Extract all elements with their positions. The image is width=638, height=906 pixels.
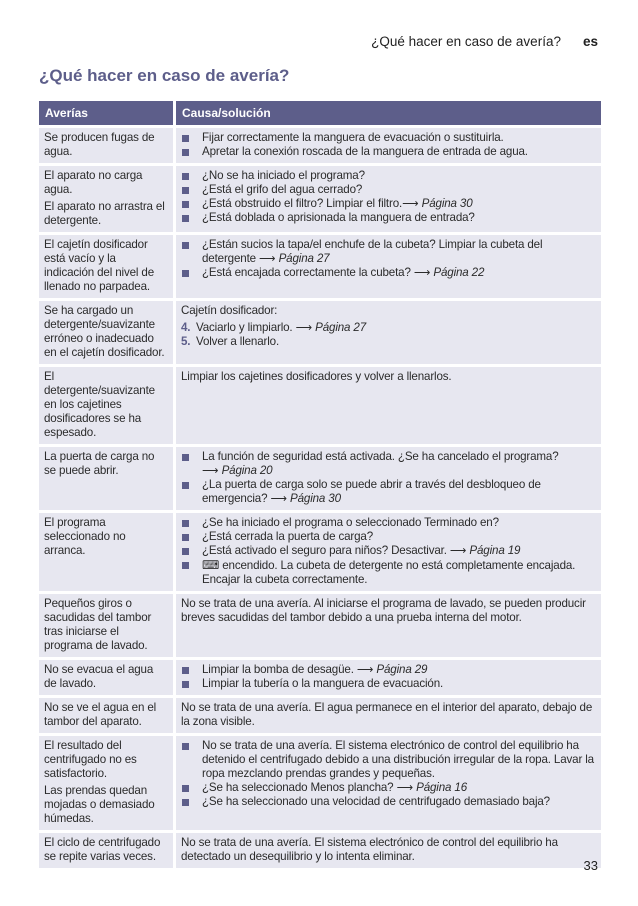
column-header-solution: Causa/solución [173,101,601,125]
page-reference: Página 19 [469,544,521,557]
fault-cell [39,833,173,868]
fault-text: Se ha cargado un detergente/suavizante erróneo o inadecuado en el cajetín dosificador. [44,304,165,359]
table-row [39,301,601,364]
solution-cell [173,594,601,657]
fault-cell [39,660,173,695]
step-item [181,335,596,349]
solution-cell [173,367,601,444]
solution-cell [173,513,601,591]
fault-text: El detergente/suavizante en los cajetines dosificadores se ha espesado. [44,370,155,439]
list-item-text: ¿Está activado el seguro para niños? Desactivar. [202,544,447,557]
arrow-right-icon: ⟶ [402,197,419,210]
fault-cell [39,301,173,364]
list-item-text: ¿Está obstruido el filtro? Limpiar el filtro. [202,197,403,210]
fault-cell [39,128,173,163]
page-number: 33 [583,858,598,873]
step-item [181,321,596,335]
list-item-text: Limpiar la bomba de desagüe. [202,663,354,676]
fault-text: El aparato no arrastra el detergente. [44,200,165,227]
list-item: ¿No se ha iniciado el programa? [181,169,596,183]
arrow-right-icon: ⟶ [295,321,313,334]
list-item [181,663,596,677]
list-item [181,781,596,795]
table-row [39,594,601,657]
solution-cell [173,698,601,733]
list-item-text: ¿Están sucios la tapa/el enchufe de la cubeta? Limpiar la cubeta del detergente [202,238,543,265]
list-item: ¿Está el grifo del agua cerrado? [181,183,596,197]
list-item: ¿Está doblada o aprisionada la manguera de entrada? [181,211,596,225]
list-item: Apretar la conexión roscada de la manguera de entrada de agua. [181,145,596,159]
fault-cell [39,447,173,510]
fault-cell [39,235,173,298]
solution-cell [173,660,601,695]
table-row [39,513,601,591]
list-item-text: La función de seguridad está activada. ¿Se ha cancelado el programa? [202,450,559,463]
page-reference: Página 22 [433,266,485,279]
fault-text: El aparato no carga agua. [44,169,143,196]
solution-text: No se trata de una avería. Al iniciarse el programa de lavado, se pueden producir breves sacudidas del tambor debido a una prueba interna del motor. [181,597,586,624]
arrow-right-icon: ⟶ [356,663,374,676]
solution-text: No se trata de una avería. El sistema electrónico de control del equilibrio ha detectado un desequilibrio y lo intenta eliminar. [181,836,558,863]
running-header [371,34,598,49]
list-item: ¿Se ha iniciado el programa o seleccionado Terminado en? [181,516,596,530]
list-item [181,266,596,280]
table-header-row [39,101,601,125]
fault-text: Pequeños giros o sacudidas del tambor tras iniciarse el programa de lavado. [44,597,152,652]
table-row [39,166,601,232]
solution-intro: Cajetín dosificador: [181,304,278,317]
list-item [181,197,596,211]
fault-text: No se ve el agua en el tambor del aparato. [44,701,157,728]
page-reference: Página 27 [278,252,330,265]
column-header-fault: Averías [39,101,173,125]
page-reference: Página 20 [221,464,273,477]
page-title: ¿Qué hacer en caso de avería? [39,66,290,85]
solution-cell [173,235,601,298]
solution-cell [173,736,601,830]
fault-cell [39,166,173,232]
fault-cell [39,367,173,444]
list-item: No se trata de una avería. El sistema electrónico de control del equilibrio ha detenido el centrifugado debido a una distribución irregular de la ropa. Lavar la ropa mezclando prendas grandes y pequeñas. [181,739,596,781]
running-header-section: ¿Qué hacer en caso de avería? [371,34,561,49]
page-reference: Página 30 [421,197,473,210]
solution-cell [173,447,601,510]
page-reference: Página 27 [315,321,367,334]
table-row [39,833,601,868]
page-reference: Página 30 [290,492,341,505]
troubleshooting-table [39,98,601,871]
arrow-right-icon: ⟶ [202,464,219,477]
arrow-right-icon: ⟶ [259,252,276,265]
arrow-right-icon: ⟶ [270,492,287,505]
fault-text: Las prendas quedan mojadas o demasiado húmedas. [44,784,155,825]
solution-cell [173,128,601,163]
page-reference: Página 16 [416,781,467,794]
list-item: Limpiar la tubería o la manguera de evacuación. [181,677,596,691]
table-row [39,660,601,695]
list-item [181,558,596,587]
fault-text: El ciclo de centrifugado se repite varias veces. [44,836,161,863]
keyboard-symbol-icon: ⌨ [202,558,220,572]
fault-cell [39,594,173,657]
table-row [39,698,601,733]
table-row [39,736,601,830]
list-item: ¿Está cerrada la puerta de carga? [181,530,596,544]
list-item-text: ¿La puerta de carga solo se puede abrir a través del desbloqueo de emergencia? [202,478,541,505]
list-item-text: ¿Se ha seleccionado Menos plancha? [202,781,394,794]
arrow-right-icon: ⟶ [413,266,431,279]
table-row [39,447,601,510]
step-text: Volver a llenarlo. [196,335,280,348]
list-item [181,450,596,478]
list-item [181,544,596,558]
solution-text: No se trata de una avería. El agua permanece en el interior del aparato, debajo de la zona visible. [181,701,593,728]
step-number: 5. [181,335,191,348]
fault-text: No se evacua el agua de lavado. [44,663,154,690]
table-row [39,235,601,298]
fault-text: La puerta de carga no se puede abrir. [44,450,155,477]
language-code: es [582,34,598,49]
page-reference: Página 29 [376,663,428,676]
table-row [39,128,601,163]
solution-cell [173,301,601,364]
solution-text: Limpiar los cajetines dosificadores y volver a llenarlos. [181,370,452,383]
list-item [181,478,596,506]
fault-text: El programa seleccionado no arranca. [44,516,126,557]
fault-cell [39,698,173,733]
list-item-text: ¿Está encajada correctamente la cubeta? [202,266,411,279]
fault-cell [39,513,173,591]
step-number: 4. [181,321,191,334]
solution-cell [173,833,601,868]
list-item-text: encendido. La cubeta de detergente no está completamente encajada. Encajar la cubeta correctamente. [202,559,576,586]
solution-cell [173,166,601,232]
list-item: Fijar correctamente la manguera de evacuación o sustituirla. [181,131,596,145]
table-row [39,367,601,444]
arrow-right-icon: ⟶ [396,781,414,794]
arrow-right-icon: ⟶ [449,544,467,557]
fault-text: Se producen fugas de agua. [44,131,155,158]
step-text: Vaciarlo y limpiarlo. [196,321,293,334]
fault-text: El cajetín dosificador está vacío y la indicación del nivel de llenado no parpadea. [44,238,154,293]
list-item [181,238,596,266]
list-item: ¿Se ha seleccionado una velocidad de centrifugado demasiado baja? [181,795,596,809]
fault-cell [39,736,173,830]
fault-text: El resultado del centrifugado no es satisfactorio. [44,739,137,780]
